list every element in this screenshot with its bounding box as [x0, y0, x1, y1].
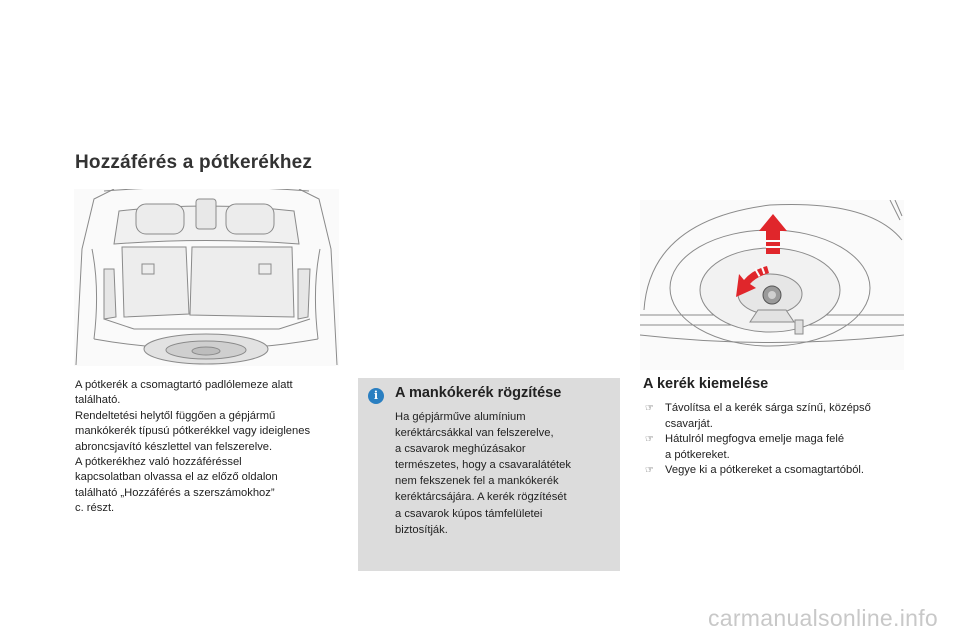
page-title: Hozzáférés a pótkerékhez	[75, 152, 313, 173]
step-line: Hátulról megfogva emelje maga felé	[665, 433, 845, 446]
info-line: biztosítják.	[395, 523, 448, 536]
list-item	[643, 432, 913, 463]
intro-line: A pótkerékhez való hozzáféréssel	[75, 456, 242, 469]
info-line: keréktárcsájára. A kerék rögzítését	[395, 491, 567, 504]
info-line: a csavarok kúpos támfelületei	[395, 507, 543, 520]
intro-line: mankókerék típusú pótkerékkel vagy ideiglenes	[75, 425, 311, 438]
intro-line: található.	[75, 394, 121, 407]
intro-line: A pótkerék a csomagtartó padlólemeze alatt	[75, 379, 293, 391]
info-line: Ha gépjárműve alumínium	[395, 411, 526, 423]
intro-line: abroncsjavító készlettel van felszerelve.	[75, 440, 273, 453]
intro-line: Rendeltetési helytől függően a gépjármű	[75, 409, 276, 422]
section-title: A kerék kiemelése	[643, 376, 769, 392]
info-line: keréktárcsákkal van felszerelve,	[395, 427, 554, 440]
info-line: természetes, hogy a csavaralátétek	[395, 459, 571, 472]
pointing-hand-icon: ☞	[645, 403, 654, 414]
trunk-spare-wheel-illustration	[74, 189, 339, 366]
info-line: nem fekszenek fel a mankókerék	[395, 475, 559, 488]
step-line: Vegye ki a pótkereket a csomagtartóból.	[665, 464, 865, 477]
intro-text	[75, 378, 345, 517]
info-box-text	[395, 409, 610, 538]
info-icon: i	[368, 388, 384, 404]
info-box-title: A mankókerék rögzítése	[395, 385, 562, 401]
info-line: a csavarok meghúzásakor	[395, 443, 526, 456]
intro-line: található „Hozzáférés a szerszámokhoz”	[75, 486, 275, 499]
step-line: Távolítsa el a kerék sárga színű, középső	[665, 402, 871, 414]
pointing-hand-icon: ☞	[645, 434, 654, 446]
step-line: csavarját.	[665, 417, 713, 430]
list-item	[643, 401, 913, 432]
wheel-removal-illustration	[640, 200, 904, 370]
list-item	[643, 463, 913, 479]
pointing-hand-icon: ☞	[645, 465, 654, 477]
steps-list	[643, 401, 913, 479]
info-box	[358, 378, 620, 571]
watermark: carmanualsonline.info	[707, 605, 938, 631]
intro-line: kapcsolatban olvassa el az előző oldalon	[75, 471, 278, 484]
intro-line: c. részt.	[75, 502, 115, 515]
step-line: a pótkereket.	[665, 448, 730, 461]
